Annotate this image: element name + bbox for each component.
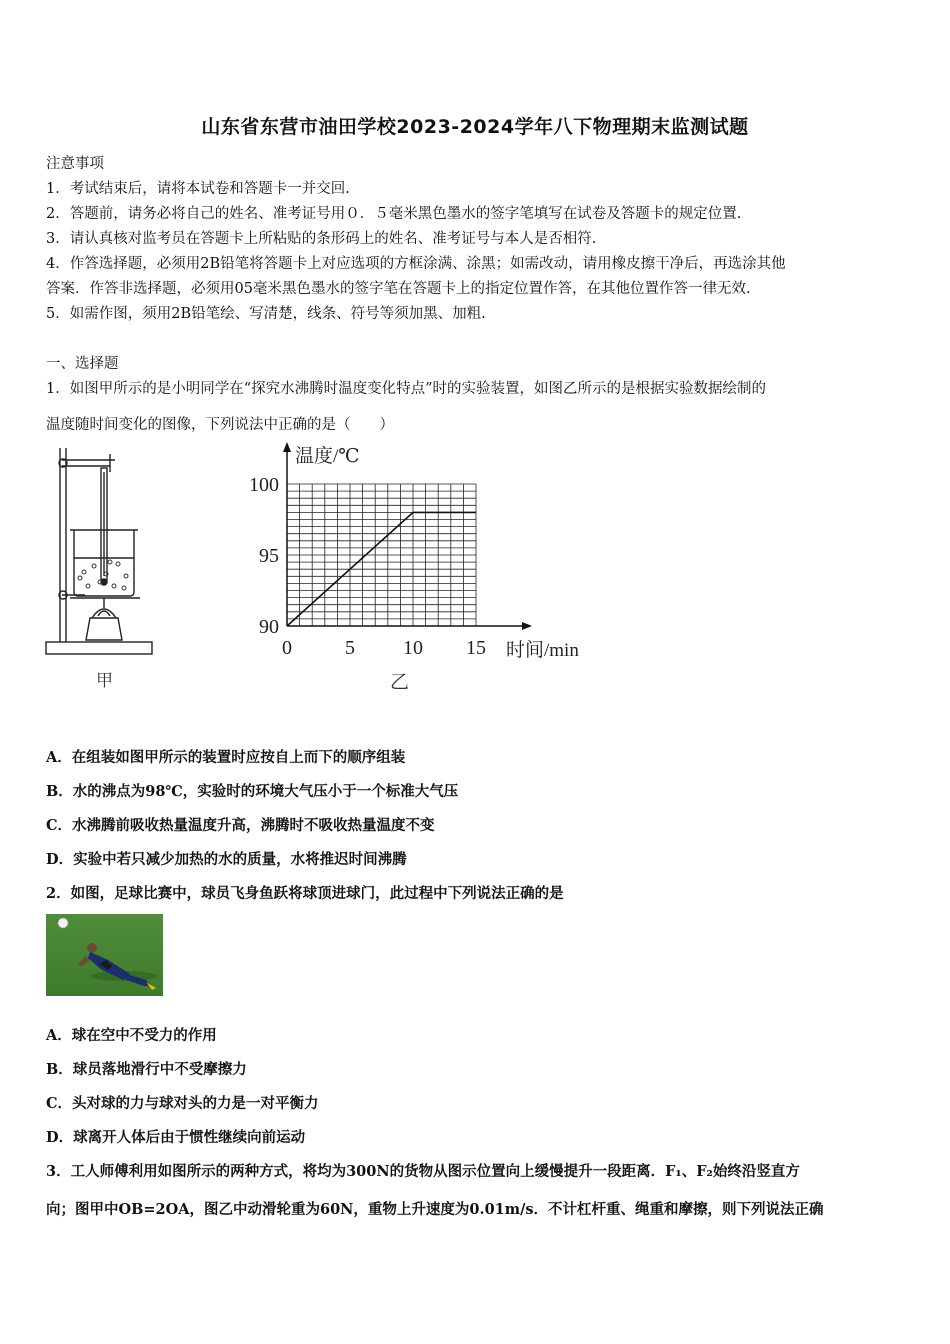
x-tick-label: 10 [403,637,423,659]
question-2-option: A．球在空中不受力的作用 [46,1027,217,1044]
x-tick-label: 5 [345,637,355,659]
x-axis-arrow [522,622,532,630]
notice-item: 5．如需作图，须用2B铅笔绘、写清楚，线条、符号等须加黑、加粗. [46,306,486,322]
question-2-option: C．头对球的力与球对头的力是一对平衡力 [46,1095,319,1112]
page-title: 山东省东营市油田学校2023-2024学年八下物理期末监测试题 [201,116,749,138]
notice-item: 答案．作答非选择题，必须用05毫米黑色墨水的签字笔在答题卡上的指定位置作答，在其他位置作答一律无效. [46,281,751,297]
notice-item: 2．答题前，请务必将自己的姓名、准考证号用０．５毫米黑色墨水的签字笔填写在试卷及答题卡的规定位置. [46,206,742,222]
notice-heading: 注意事项 [46,156,104,172]
x-tick-label: 0 [282,637,292,659]
question-3-stem: 向；图甲中OB=2OA，图乙中动滑轮重为60N，重物上升速度为0.01m/s．不计杠杆重、绳重和摩擦，则下列说法正确 [46,1201,824,1218]
football-header-photo [46,914,163,996]
y-tick-label: 95 [259,545,279,567]
section-heading: 一、选择题 [46,356,119,372]
notice-item: 4．作答选择题，必须用2B铅笔将答题卡上对应选项的方框涂满、涂黑；如需改动，请用橡皮擦干净后，再选涂其他 [46,256,786,272]
question-1-option: B．水的沸点为98℃，实验时的环境大气压小于一个标准大气压 [46,783,459,800]
temperature-time-chart [230,440,620,700]
boiling-apparatus-figure [40,440,170,695]
question-1-option: C．水沸腾前吸收热量温度升高，沸腾时不吸收热量温度不变 [46,817,435,834]
notice-item: 1．考试结束后，请将本试卷和答题卡一并交回. [46,181,350,197]
x-axis-label: 时间/min [506,640,579,661]
question-1-stem: 1．如图甲所示的是小明同学在“探究水沸腾时温度变化特点”时的实验装置，如图乙所示的是根据实验数据绘制的 [46,381,767,397]
question-2-option: B．球员落地滑行中不受摩擦力 [46,1061,247,1078]
question-2-option: D．球离开人体后由于惯性继续向前运动 [46,1129,306,1146]
y-tick-label: 90 [259,616,279,638]
question-1-option: D．实验中若只减少加热的水的质量，水将推迟时间沸腾 [46,851,407,868]
figure-b-label: 乙 [390,672,410,693]
notice-item: 3．请认真核对监考员在答题卡上所粘贴的条形码上的姓名、准考证号与本人是否相符. [46,231,597,247]
figure-a-label: 甲 [96,671,113,690]
x-tick-label: 15 [466,637,486,659]
y-tick-label: 100 [249,474,279,496]
y-axis-label: 温度/℃ [295,446,360,467]
question-2-stem: 2．如图，足球比赛中，球员飞身鱼跃将球顶进球门，此过程中下列说法正确的是 [46,885,564,902]
chart-grid [287,484,476,626]
question-3-stem: 3．工人师傅利用如图所示的两种方式，将均为300N的货物从图示位置向上缓慢提升一段距离．F₁、F₂始终沿竖直方 [46,1163,800,1180]
y-axis-arrow [283,442,291,452]
question-1-option: A．在组装如图甲所示的装置时应按自上而下的顺序组装 [46,749,406,766]
question-1-stem: 温度随时间变化的图像，下列说法中正确的是（ ） [46,417,394,433]
